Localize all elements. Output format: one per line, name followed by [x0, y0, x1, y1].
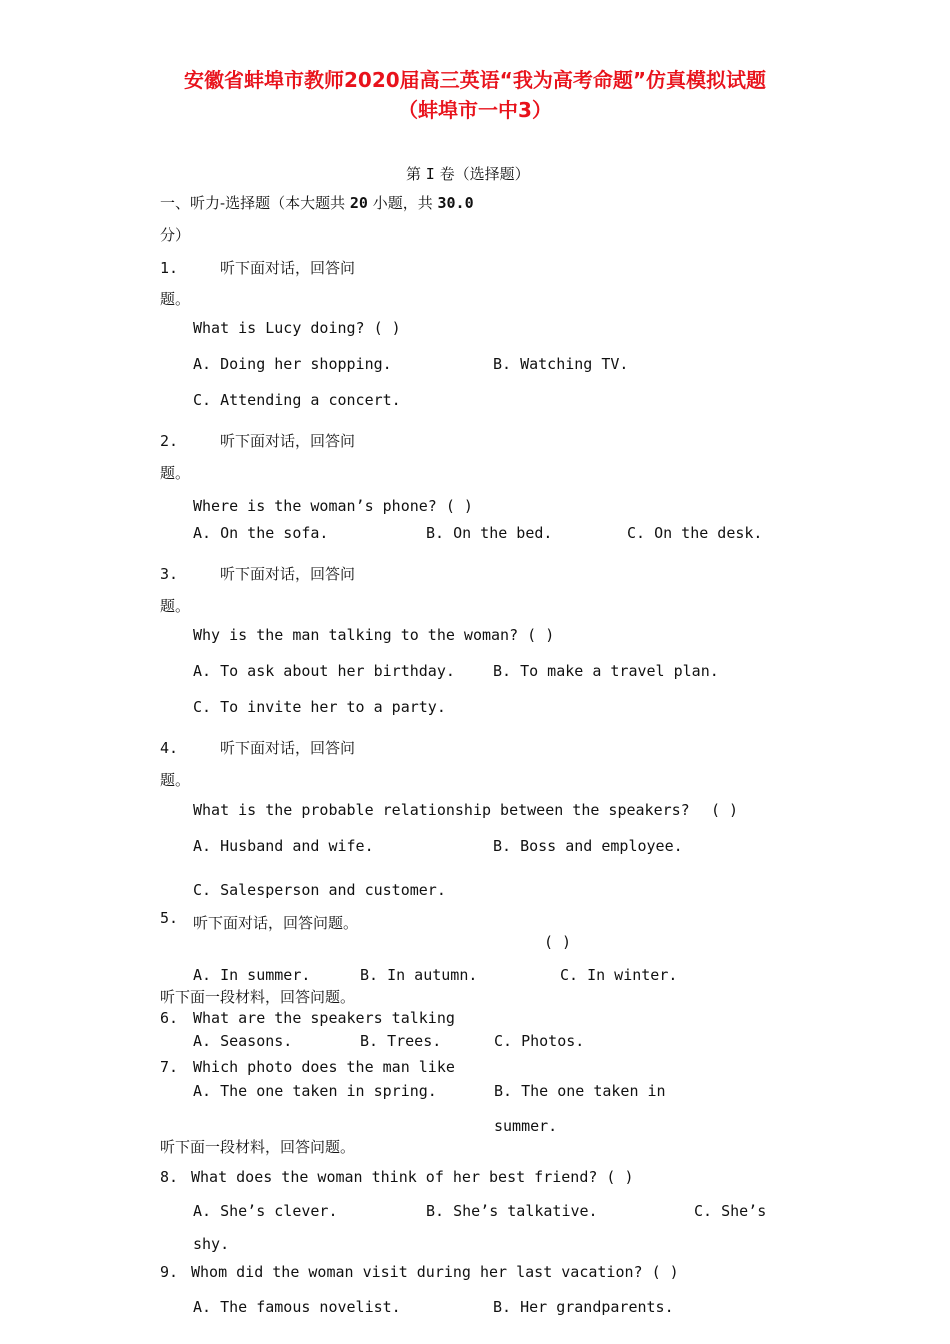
option-a[interactable]: A. On the sofa.	[193, 524, 329, 542]
question-number: 2.	[160, 432, 179, 450]
question-instruction: 听下面对话，回答问	[220, 739, 356, 757]
volume-rest: 卷（选择题）	[439, 165, 530, 183]
section-mid: 小题，共	[372, 194, 433, 212]
option-a[interactable]: A. To ask about her birthday.	[193, 662, 455, 680]
section-score: 30.0	[437, 194, 474, 212]
option-a[interactable]: A. The one taken in spring.	[193, 1082, 437, 1100]
option-b-continuation: summer.	[494, 1117, 558, 1135]
question-instruction-tail: 题。	[160, 771, 191, 789]
option-c-continuation: shy.	[193, 1235, 230, 1253]
option-c[interactable]: C. In winter.	[560, 966, 678, 984]
section-suffix: 分）	[160, 226, 191, 244]
option-c[interactable]: C. Attending a concert.	[193, 391, 401, 409]
option-a[interactable]: A. She’s clever.	[193, 1202, 338, 1220]
question-text: What is the probable relationship between the speakers?	[193, 801, 690, 819]
option-b[interactable]: B. Boss and employee.	[493, 837, 683, 855]
option-a[interactable]: A. The famous novelist.	[193, 1298, 401, 1316]
question-number: 6.	[160, 1009, 179, 1027]
document-title: 安徽省蚌埠市教师2020届高三英语“我为高考命题”仿真模拟试题	[184, 68, 766, 92]
section-prefix: 一、听力-选择题（本大题共	[160, 194, 346, 212]
section-heading	[160, 194, 474, 212]
question-number: 8.	[160, 1168, 179, 1186]
option-b[interactable]: B. Her grandparents.	[493, 1298, 674, 1316]
question-instruction: 听下面对话，回答问题。	[193, 914, 359, 932]
question-number: 4.	[160, 739, 179, 757]
question-text: Why is the man talking to the woman? ( )	[193, 626, 555, 644]
answer-parenthesis: ( )	[711, 801, 739, 819]
option-a[interactable]: A. Doing her shopping.	[193, 355, 392, 373]
option-b[interactable]: B. Watching TV.	[493, 355, 629, 373]
option-c[interactable]: C. To invite her to a party.	[193, 698, 446, 716]
question-text: Where is the woman’s phone? ( )	[193, 497, 473, 515]
question-text: Which photo does the man like	[193, 1058, 455, 1076]
option-a[interactable]: A. Husband and wife.	[193, 837, 374, 855]
question-instruction: 听下面对话，回答问	[220, 432, 356, 450]
question-instruction-tail: 题。	[160, 597, 191, 615]
option-b[interactable]: B. The one taken in	[494, 1082, 666, 1100]
question-number: 3.	[160, 565, 179, 583]
question-number: 9.	[160, 1263, 179, 1281]
clipped-options-row	[180, 962, 700, 984]
question-text: Whom did the woman visit during her last vacation? ( )	[191, 1263, 679, 1281]
question-instruction-tail: 题。	[160, 464, 191, 482]
question-instruction: 听下面对话，回答问	[220, 259, 356, 277]
question-text: What is Lucy doing? ( )	[193, 319, 401, 337]
option-c[interactable]: C. On the desk.	[627, 524, 763, 542]
question-number: 7.	[160, 1058, 179, 1076]
document-subtitle: （蚌埠市一中3）	[398, 98, 552, 122]
option-c[interactable]: C. Salesperson and customer.	[193, 881, 446, 899]
option-c[interactable]: C. She’s	[694, 1202, 767, 1220]
question-number: 5.	[160, 909, 179, 927]
option-b[interactable]: B. To make a travel plan.	[493, 662, 719, 680]
question-instruction: 听下面对话，回答问	[220, 565, 356, 583]
question-instruction-tail: 题。	[160, 290, 191, 308]
option-b[interactable]: B. On the bed.	[426, 524, 553, 542]
answer-parenthesis: ( )	[544, 933, 572, 951]
question-text: What are the speakers talking	[193, 1009, 455, 1027]
passage-instruction: 听下面一段材料，回答问题。	[160, 1138, 356, 1156]
option-b[interactable]: B. Trees.	[360, 1032, 442, 1050]
volume-heading	[406, 165, 530, 183]
clipped-option-tail	[490, 1114, 610, 1135]
question-number: 1.	[160, 259, 179, 277]
volume-label: 第	[406, 165, 422, 183]
option-b[interactable]: B. She’s talkative.	[426, 1202, 598, 1220]
section-count: 20	[349, 194, 368, 212]
option-b[interactable]: B. In autumn.	[360, 966, 478, 984]
option-c[interactable]: C. Photos.	[494, 1032, 585, 1050]
volume-number: I	[425, 165, 435, 183]
option-a[interactable]: A. Seasons.	[193, 1032, 293, 1050]
passage-instruction: 听下面一段材料，回答问题。	[160, 988, 356, 1006]
option-a[interactable]: A. In summer.	[193, 966, 311, 984]
question-text: What does the woman think of her best friend? ( )	[191, 1168, 634, 1186]
